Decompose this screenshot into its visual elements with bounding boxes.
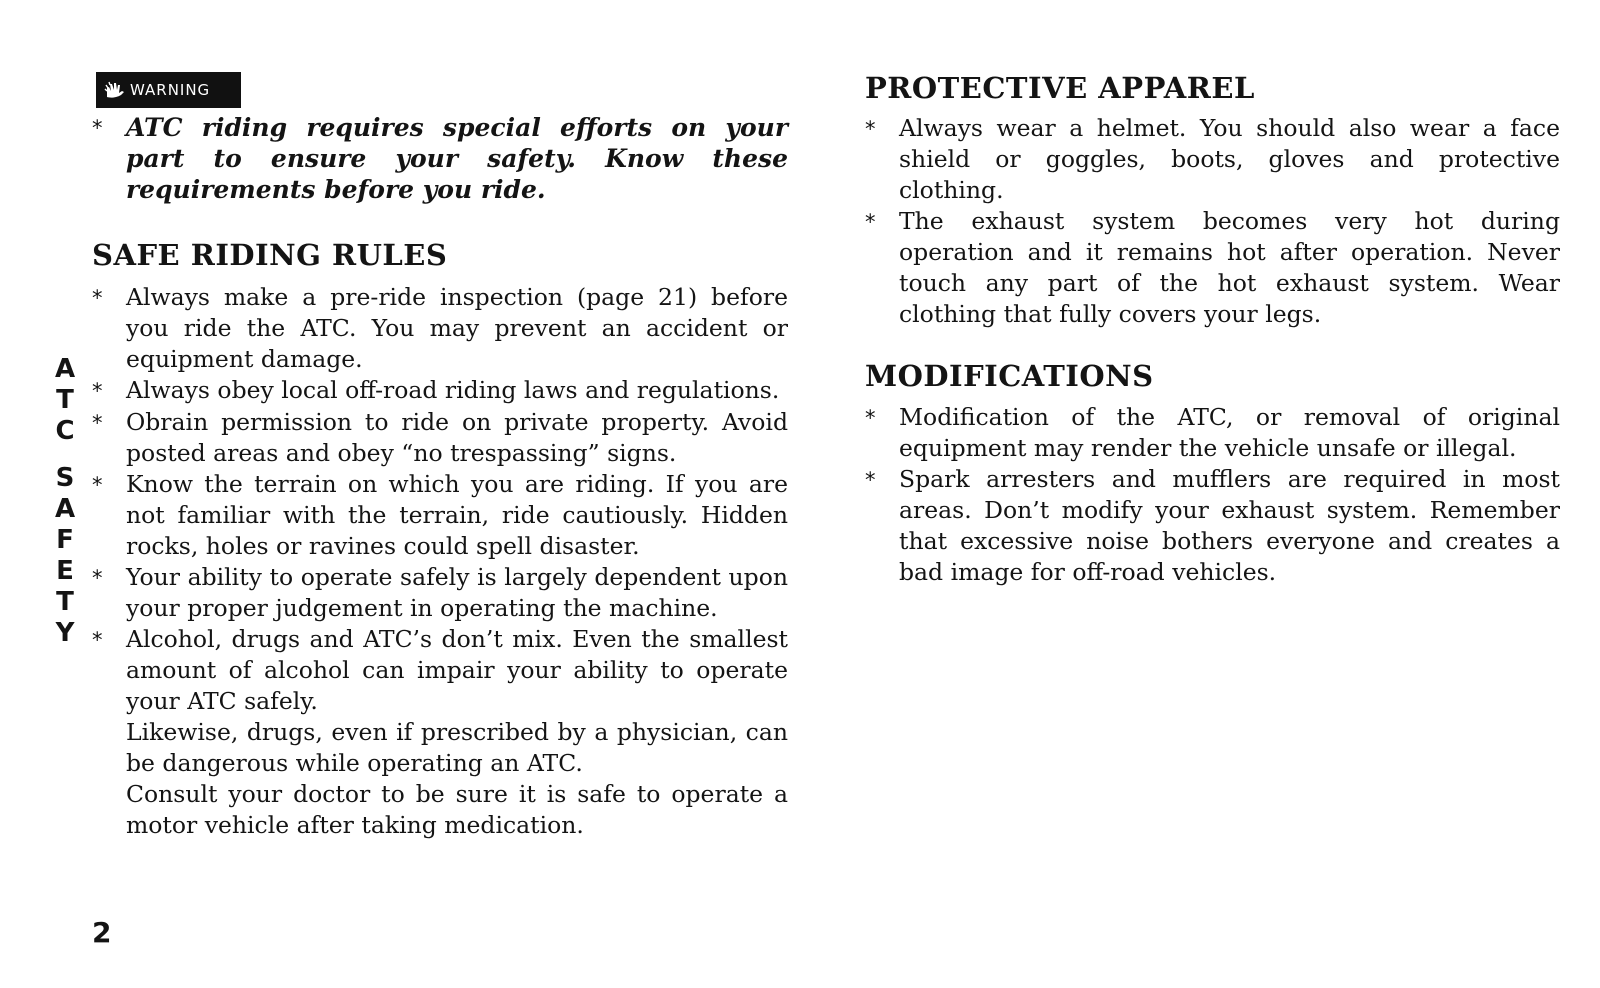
intro-text: ATC riding requires special efforts on your part to ensure your safety. Know these requirements before you ride. xyxy=(126,113,788,204)
list-item-text xyxy=(126,469,788,562)
list-item-text xyxy=(126,375,788,407)
paragraph: Always obey local off-road riding laws and regulations. xyxy=(126,376,780,404)
bullet-star: * xyxy=(865,210,876,234)
list-item xyxy=(92,562,788,624)
modifications-list xyxy=(865,402,1560,588)
bullet-star: * xyxy=(865,468,876,492)
list-item xyxy=(92,469,788,562)
side-tab-letter: F xyxy=(56,525,74,555)
list-item xyxy=(865,402,1560,464)
list-item-text xyxy=(126,407,788,469)
bullet-star: * xyxy=(92,411,103,435)
safe-riding-heading: SAFE RIDING RULES xyxy=(92,238,448,272)
list-item-text xyxy=(126,624,788,841)
list-item xyxy=(92,282,788,375)
bullet-star: * xyxy=(92,379,103,403)
side-tab-letter: C xyxy=(55,416,75,446)
bullet-star: * xyxy=(92,566,103,590)
side-tab-letter: A xyxy=(54,494,76,524)
side-tab-letter: E xyxy=(56,556,74,586)
right-column xyxy=(865,70,1560,588)
list-item-text xyxy=(126,282,788,375)
protective-apparel-list xyxy=(865,113,1560,330)
list-item-text: Modification of the ATC, or removal of original equipment may render the vehicle unsafe or illegal. xyxy=(899,403,1560,462)
list-item xyxy=(865,113,1560,206)
bullet-star: * xyxy=(92,116,103,140)
list-item-text: Always wear a helmet. You should also wear a face shield or goggles, boots, gloves and protective clothing. xyxy=(899,114,1560,204)
warning-label: WARNING xyxy=(130,81,211,99)
list-item-text xyxy=(126,562,788,624)
paragraph: Consult your doctor to be sure it is safe to operate a motor vehicle after taking medication. xyxy=(126,780,788,839)
atc-safety-side-tab xyxy=(52,354,78,649)
left-column xyxy=(92,112,788,841)
list-item xyxy=(92,375,788,407)
bullet-star: * xyxy=(92,628,103,652)
warning-badge xyxy=(96,72,241,108)
side-tab-letter: S xyxy=(55,463,75,493)
list-item-text: Spark arresters and mufflers are required in most areas. Don’t modify your exhaust system. Remember that excessive noise bothers everyone and creates a bad image for off-road vehicles. xyxy=(899,465,1560,586)
intro-warning xyxy=(92,112,788,205)
bullet-star: * xyxy=(92,473,103,497)
side-tab-letter: A xyxy=(54,354,76,384)
list-item xyxy=(92,407,788,469)
hand-warning-icon xyxy=(104,80,126,100)
side-tab-letter: T xyxy=(56,587,74,617)
modifications-heading: MODIFICATIONS xyxy=(865,359,1154,393)
side-tab-letter: Y xyxy=(55,618,75,648)
paragraph: Alcohol, drugs and ATC’s don’t mix. Even the smallest amount of alcohol can impair your ability to operate your ATC safely. xyxy=(126,625,788,715)
list-item xyxy=(92,624,788,841)
bullet-star: * xyxy=(92,286,103,310)
page-number: 2 xyxy=(92,916,112,949)
list-item-text: The exhaust system becomes very hot during operation and it remains hot after operation. Never touch any part of the hot exhaust system. Wear clothing that fully covers your legs. xyxy=(899,207,1560,328)
bullet-star: * xyxy=(865,117,876,141)
paragraph: Always make a pre-ride inspection (page 21) before you ride the ATC. You may prevent an accident or equipment damage. xyxy=(126,283,788,373)
protective-apparel-heading: PROTECTIVE APPAREL xyxy=(865,71,1255,105)
list-item xyxy=(865,464,1560,588)
paragraph: Know the terrain on which you are riding. If you are not familiar with the terrain, ride cautiously. Hidden rocks, holes or ravines could spell disaster. xyxy=(126,470,788,560)
paragraph: Likewise, drugs, even if prescribed by a physician, can be dangerous while operating an ATC. xyxy=(126,718,788,777)
paragraph: Your ability to operate safely is largely dependent upon your proper judgement in operating the machine. xyxy=(126,563,788,622)
side-tab-letter: T xyxy=(56,385,74,415)
paragraph: Obrain permission to ride on private property. Avoid posted areas and obey “no trespassing” signs. xyxy=(126,408,788,467)
bullet-star: * xyxy=(865,406,876,430)
list-item xyxy=(865,206,1560,330)
safe-riding-list xyxy=(92,282,788,841)
